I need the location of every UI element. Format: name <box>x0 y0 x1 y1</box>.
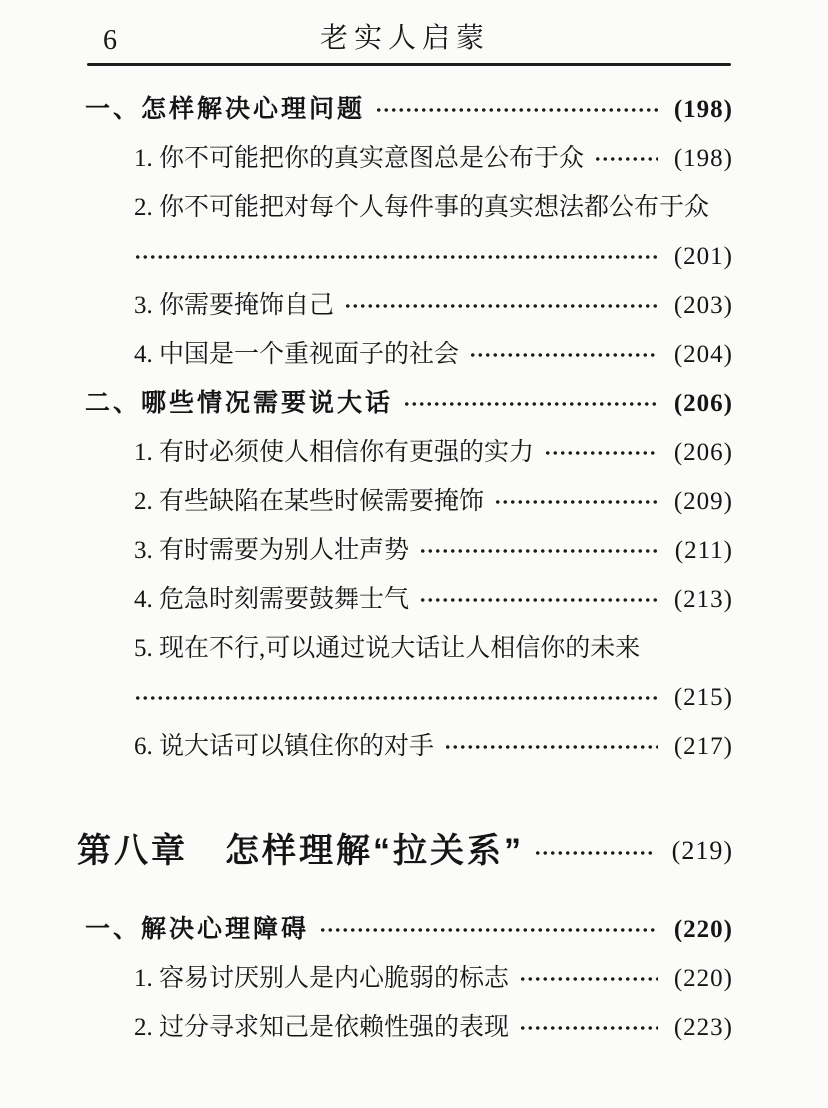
table-of-contents <box>77 66 733 1041</box>
toc-entry-label: 3. 有时需要为别人壮声势 <box>134 537 410 564</box>
toc-leader-dots <box>319 916 658 943</box>
toc-entry-label: 4. 中国是一个重视面子的社会 <box>134 341 460 368</box>
toc-entry-label: 一、解决心理障碍 <box>85 915 310 943</box>
toc-leader-dots <box>419 537 659 564</box>
toc-entry <box>134 537 733 564</box>
toc-entry-continuation <box>134 684 733 711</box>
toc-entry-label: 2. 你不可能把对每个人每件事的真实想法都公布于众 <box>134 194 710 221</box>
page-header <box>77 0 733 66</box>
toc-leader-dots <box>375 96 658 123</box>
chapter-heading-label: 第八章 怎样理解“拉关系” <box>77 832 524 870</box>
toc-entry <box>134 733 733 760</box>
toc-page-number: (206) <box>673 390 733 417</box>
toc-leader-dots <box>519 965 658 992</box>
toc-entry <box>134 635 733 662</box>
toc-entry-label: 1. 有时必须使人相信你有更强的实力 <box>134 439 535 466</box>
toc-entry-continuation <box>134 243 733 270</box>
toc-leader-dots <box>134 684 658 711</box>
folio-page-number: 6 <box>103 25 117 56</box>
toc-entry <box>85 390 733 417</box>
toc-entry-label: 1. 容易讨厌别人是内心脆弱的标志 <box>134 965 510 992</box>
toc-page-number: (213) <box>673 586 733 613</box>
toc-leader-dots <box>419 586 658 613</box>
toc-leader-dots <box>594 145 658 172</box>
toc-page-number: (206) <box>673 439 733 466</box>
toc-entry <box>85 96 733 123</box>
toc-leader-dots <box>544 439 658 466</box>
toc-page-number: (204) <box>673 341 733 368</box>
toc-leader-dots <box>344 292 658 319</box>
header-rule <box>87 63 731 66</box>
chapter-heading <box>77 830 733 872</box>
toc-entry <box>134 341 733 368</box>
toc-entry-label: 2. 过分寻求知己是依赖性强的表现 <box>134 1014 510 1041</box>
toc-entry <box>134 586 733 613</box>
toc-page-number: (220) <box>673 965 733 992</box>
toc-leader-dots <box>494 488 658 515</box>
toc-page-number: (215) <box>673 684 733 711</box>
toc-entry-label: 4. 危急时刻需要鼓舞士气 <box>134 586 410 613</box>
toc-entry <box>134 965 733 992</box>
toc-leader-dots <box>519 1014 658 1041</box>
toc-leader-dots <box>469 341 658 368</box>
toc-page-number: (209) <box>673 488 733 515</box>
toc-entry <box>134 145 733 172</box>
toc-entry <box>134 1014 733 1041</box>
toc-page-number: (201) <box>673 243 733 270</box>
toc-entry-label: 一、怎样解决心理问题 <box>85 95 366 123</box>
toc-entry-label: 1. 你不可能把你的真实意图总是公布于众 <box>134 145 585 172</box>
toc-leader-dots <box>444 733 658 760</box>
toc-page-number: (219) <box>671 836 733 865</box>
toc-entry-label: 3. 你需要掩饰自己 <box>134 292 335 319</box>
toc-page-number: (211) <box>674 537 733 564</box>
toc-entry-label: 2. 有些缺陷在某些时候需要掩饰 <box>134 488 485 515</box>
toc-leader-dots <box>403 390 658 417</box>
toc-page-number: (198) <box>673 145 733 172</box>
toc-entry <box>134 439 733 466</box>
toc-entry-label: 二、哪些情况需要说大话 <box>85 389 394 417</box>
toc-page-number: (220) <box>673 916 733 943</box>
toc-page-number: (203) <box>673 292 733 319</box>
toc-page-number: (223) <box>673 1014 733 1041</box>
toc-leader-dots <box>534 830 656 872</box>
toc-page-number: (217) <box>673 733 733 760</box>
toc-entry-label: 6. 说大话可以镇住你的对手 <box>134 733 435 760</box>
toc-entry <box>134 488 733 515</box>
book-title: 老实人启蒙 <box>319 23 490 54</box>
toc-entry-label: 5. 现在不行,可以通过说大话让人相信你的未来 <box>134 635 641 662</box>
toc-entry <box>134 292 733 319</box>
toc-page-number: (198) <box>673 96 733 123</box>
toc-entry <box>85 916 733 943</box>
toc-entry <box>134 194 733 221</box>
toc-leader-dots <box>134 243 658 270</box>
